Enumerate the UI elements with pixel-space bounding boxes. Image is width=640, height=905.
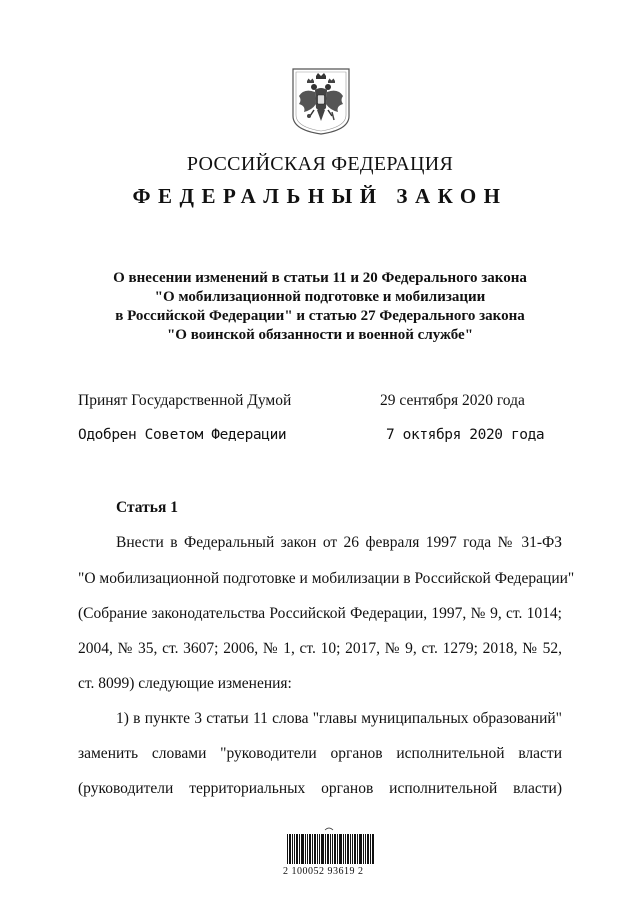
law-subject-line: "О воинской обязанности и военной службе" bbox=[166, 327, 474, 343]
law-subject bbox=[60, 269, 580, 345]
body-text-line: (руководители территориальных органов исполнительной власти) bbox=[78, 780, 562, 797]
coat-of-arms-icon bbox=[290, 66, 352, 136]
body-text-line: "О мобилизационной подготовке и мобилизации в Российской Федерации" bbox=[78, 570, 575, 587]
adopted-by-duma-label: Принят Государственной Думой bbox=[78, 392, 292, 409]
law-subject-line: в Российской Федерации" и статью 27 Федерального закона bbox=[115, 308, 525, 324]
article-heading: Статья 1 bbox=[116, 499, 178, 516]
body-text-line: 2004, № 35, ст. 3607; 2006, № 1, ст. 10; 2017, № 9, ст. 1279; 2018, № 52, bbox=[78, 640, 562, 657]
body-text-line: ст. 8099) следующие изменения: bbox=[78, 675, 292, 692]
adopted-date: 29 сентября 2020 года bbox=[380, 392, 525, 409]
body-text-line: Внести в Федеральный закон от 26 февраля 1997 года № 31-ФЗ bbox=[116, 534, 562, 551]
law-subject-line: О внесении изменений в статьи 11 и 20 Федерального закона bbox=[113, 270, 527, 286]
approved-by-council-label: Одобрен Советом Федерации bbox=[78, 427, 287, 443]
body-text-line: (Собрание законодательства Российской Федерации, 1997, № 9, ст. 1014; bbox=[78, 605, 562, 622]
body-text-line: 1) в пункте 3 статьи 11 слова "главы муниципальных образований" bbox=[116, 710, 562, 727]
barcode-number: 2 100052 93619 2 bbox=[283, 866, 364, 877]
country-name: РОССИЙСКАЯ ФЕДЕРАЦИЯ bbox=[186, 153, 454, 175]
law-subject-line: "О мобилизационной подготовке и мобилизации bbox=[154, 289, 486, 305]
approved-date: 7 октября 2020 года bbox=[386, 427, 545, 443]
body-text-line: заменить словами "руководители органов исполнительной власти bbox=[78, 745, 562, 762]
document-type-title: ФЕДЕРАЛЬНЫЙ ЗАКОН bbox=[132, 184, 508, 208]
